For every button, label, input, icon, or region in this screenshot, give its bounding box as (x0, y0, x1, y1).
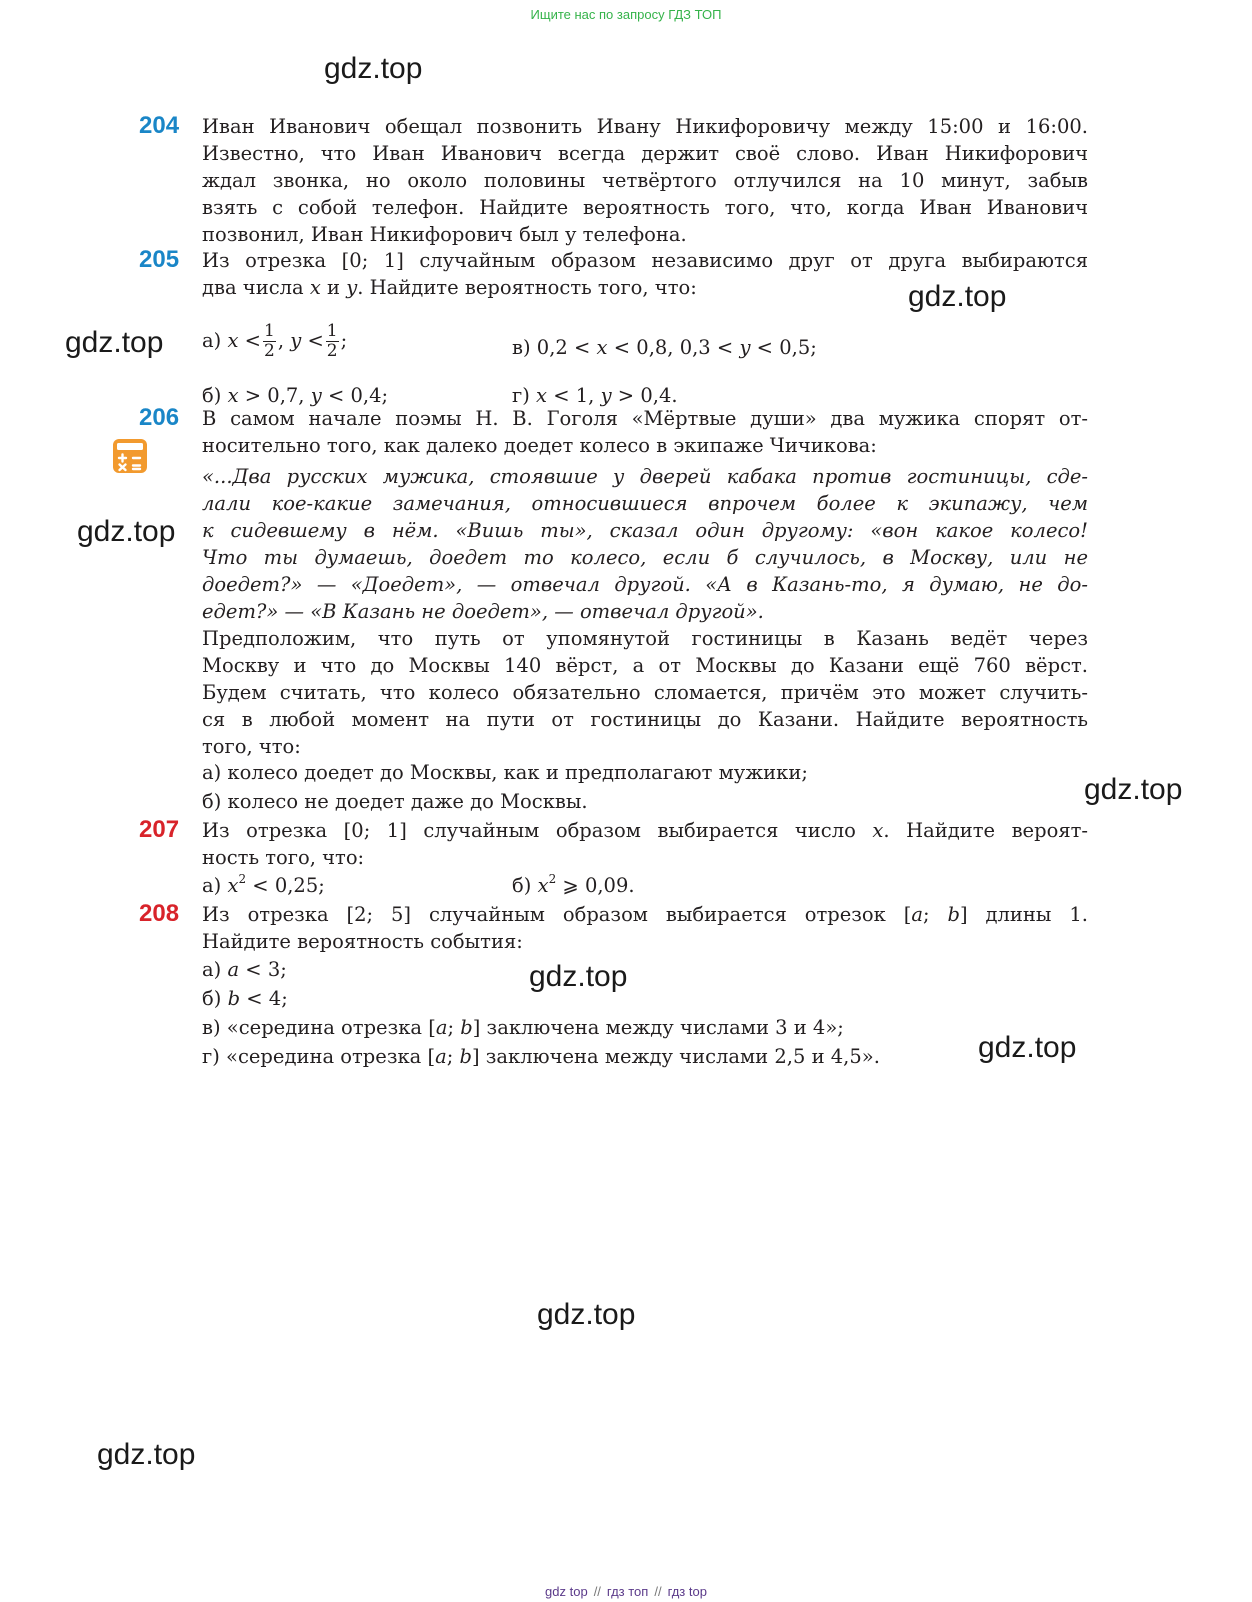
problem-206-intro (202, 405, 1088, 459)
footer-link[interactable]: гдз top (667, 1584, 707, 1599)
text-line: Будем считать, что колесо обязательно сломается, причём это может случить- (202, 681, 1088, 704)
variable-x: x (309, 276, 321, 299)
item-label: б) (202, 987, 222, 1010)
text-line: ждал звонка, но около половины четвёртого отлучился на 10 минут, забыв (202, 169, 1088, 192)
problem-number-205: 205 (139, 246, 180, 273)
variable-a: a (435, 1045, 447, 1068)
variable-x: x (227, 384, 239, 407)
footer-link[interactable]: gdz top (545, 1584, 588, 1599)
operator: < (307, 329, 324, 352)
footer-separator: // (654, 1584, 662, 1599)
exponent: 2 (548, 872, 557, 886)
variable-y: y (310, 384, 322, 407)
variable-x: x (537, 874, 549, 897)
text-line: взять с собой телефон. Найдите вероятность того, что, когда Иван Иванович (202, 196, 1088, 219)
text-line: Из отрезка [0; 1] случайным образом независимо друг от друга выбираются (202, 249, 1088, 272)
variable-y: y (290, 329, 302, 352)
problem-number-208: 208 (139, 900, 180, 927)
text-line: того, что: (202, 735, 301, 758)
quote-line: доедет?» — «Доедет», — отвечал другой. «А в Казань-то, я думаю, не до- (202, 573, 1088, 596)
text-line: Найдите вероятность события: (202, 930, 523, 953)
text-span: ] заключена между числами 3 и 4»; (472, 1016, 844, 1039)
item-208-g (202, 1043, 880, 1070)
text-span: ; (447, 1016, 461, 1039)
item-label: г) (202, 1045, 220, 1068)
item-label: в) (512, 336, 531, 359)
item-label: а) (202, 958, 222, 981)
watermark: gdz.top (324, 52, 423, 85)
text-span: ] длины 1. (960, 903, 1088, 926)
problem-208-text (202, 901, 1088, 955)
variable-a: a (227, 958, 240, 981)
text-span: и (327, 276, 341, 299)
variable-y: y (600, 384, 612, 407)
text-span: . Найдите вероятность того, что: (357, 276, 697, 299)
text-span: < 3; (239, 958, 287, 981)
text-line: позвонил, Иван Никифорович был у телефона. (202, 223, 687, 246)
fraction-denominator: 2 (326, 341, 338, 361)
problem-number-206: 206 (139, 404, 180, 431)
watermark: gdz.top (537, 1298, 636, 1331)
text-span: 0,2 < (536, 336, 597, 359)
variable-x: x (227, 329, 239, 352)
variable-x: x (872, 819, 884, 842)
watermark: gdz.top (77, 515, 176, 548)
problem-205-text (202, 247, 1088, 301)
item-205-a (202, 322, 347, 361)
variable-x: x (596, 336, 608, 359)
semicolon: ; (340, 329, 348, 352)
watermark: gdz.top (97, 1438, 196, 1471)
fraction (263, 322, 276, 361)
text-span: ; (923, 903, 948, 926)
exponent: 2 (238, 872, 247, 886)
variable-b: b (460, 1016, 473, 1039)
variable-a: a (911, 903, 924, 926)
watermark: gdz.top (529, 960, 628, 993)
comma: , (277, 329, 285, 352)
text-span: < 1, (547, 384, 601, 407)
item-label: а) (202, 329, 222, 352)
text-span: < 0,4; (321, 384, 389, 407)
item-label: б) (202, 384, 222, 407)
quote-line: едет?» — «В Казань не доедет», — отвечал другой». (202, 600, 764, 623)
text-line: В самом начале поэмы Н. В. Гоголя «Мёртвые души» два мужика спорят от- (202, 407, 1088, 430)
quote-line: лали кое-какие замечания, относившиеся впрочем более к экипажу, чем (202, 492, 1088, 515)
watermark: gdz.top (908, 280, 1007, 313)
item-207-b (512, 872, 635, 899)
text-span: Из отрезка [0; 1] случайным образом выбирается число (202, 819, 856, 842)
text-span: < 4; (240, 987, 288, 1010)
item-206-b: б) колесо не доедет даже до Москвы. (202, 790, 588, 813)
fraction (326, 322, 339, 361)
quote-line: к сидевшему в нём. «Вишь ты», сказал один другому: «вон какое колесо! (202, 519, 1088, 542)
watermark: gdz.top (1084, 773, 1183, 806)
item-208-a (202, 956, 287, 983)
text-span: «середина отрезка [ (226, 1045, 436, 1068)
text-span: > 0,7, (238, 384, 311, 407)
text-line (202, 274, 1088, 301)
text-line: Иван Иванович обещал позвонить Ивану Никифоровичу между 15:00 и 16:00. (202, 115, 1088, 138)
variable-y: y (346, 276, 358, 299)
text-line (202, 817, 1088, 844)
footer-link[interactable]: гдз топ (606, 1584, 649, 1599)
text-line: ность того, что: (202, 846, 365, 869)
variable-b: b (227, 987, 241, 1010)
text-line (202, 901, 1088, 928)
problem-206-quote (202, 463, 1088, 625)
watermark: gdz.top (978, 1031, 1077, 1064)
variable-b: b (947, 903, 960, 926)
item-207-a (202, 872, 325, 899)
fraction-numerator: 1 (326, 321, 338, 341)
operator: < (244, 329, 261, 352)
text-span: < 0,5; (750, 336, 817, 359)
fraction-denominator: 2 (263, 341, 275, 361)
variable-x: x (536, 384, 548, 407)
item-208-b (202, 985, 288, 1012)
text-span: < 0,8, 0,3 < (607, 336, 740, 359)
variable-y: y (739, 336, 751, 359)
quote-line: «...Два русских мужика, стоявшие у дверей кабака против гостиницы, сде- (202, 465, 1088, 488)
text-line: Известно, что Иван Иванович всегда держит своё слово. Иван Никифорович (202, 142, 1088, 165)
calculator-icon[interactable] (112, 438, 148, 474)
item-label: г) (512, 384, 530, 407)
text-line: Предположим, что путь от упомянутой гостиницы в Казань ведёт через (202, 627, 1088, 650)
variable-a: a (435, 1016, 448, 1039)
problem-number-207: 207 (139, 816, 180, 843)
item-label: б) (512, 874, 532, 897)
item-label: в) (202, 1016, 221, 1039)
item-206-a: а) колесо доедет до Москвы, как и предполагают мужики; (202, 761, 808, 784)
text-span: Из отрезка [2; 5] случайным образом выбирается отрезок [ (202, 903, 912, 926)
text-line: Москву и что до Москвы 140 вёрст, а от Москвы до Казани ещё 760 вёрст. (202, 654, 1088, 677)
text-line: носительно того, как далеко доедет колесо в экипаже Чичикова: (202, 434, 877, 457)
text-span: < 0,25; (246, 874, 325, 897)
problem-207-text (202, 817, 1088, 871)
fraction-numerator: 1 (263, 321, 275, 341)
text-span: . Найдите вероят- (883, 819, 1088, 842)
text-span: > 0,4. (611, 384, 678, 407)
text-span: ] заключена между числами 2,5 и 4,5». (471, 1045, 880, 1068)
text-span: ; (446, 1045, 460, 1068)
variable-x: x (227, 874, 239, 897)
variable-b: b (459, 1045, 472, 1068)
problem-204-text (202, 113, 1088, 248)
text-span: ⩾ 0,09. (556, 874, 635, 897)
item-205-v (512, 334, 817, 361)
quote-line: Что ты думаешь, доедет то колесо, если б случилось, в Москву, или не (202, 546, 1088, 569)
footer-links (0, 1584, 1252, 1599)
top-banner[interactable]: Ищите нас по запросу ГДЗ ТОП (530, 7, 722, 22)
problem-206-body (202, 625, 1088, 760)
text-span: два числа (202, 276, 304, 299)
problem-number-204: 204 (139, 112, 180, 139)
item-208-v (202, 1014, 844, 1041)
item-label: а) (202, 874, 222, 897)
text-span: «середина отрезка [ (226, 1016, 436, 1039)
watermark: gdz.top (65, 326, 164, 359)
text-line: ся в любой момент на пути от гостиницы до Казани. Найдите вероятность (202, 708, 1088, 731)
footer-separator: // (593, 1584, 601, 1599)
